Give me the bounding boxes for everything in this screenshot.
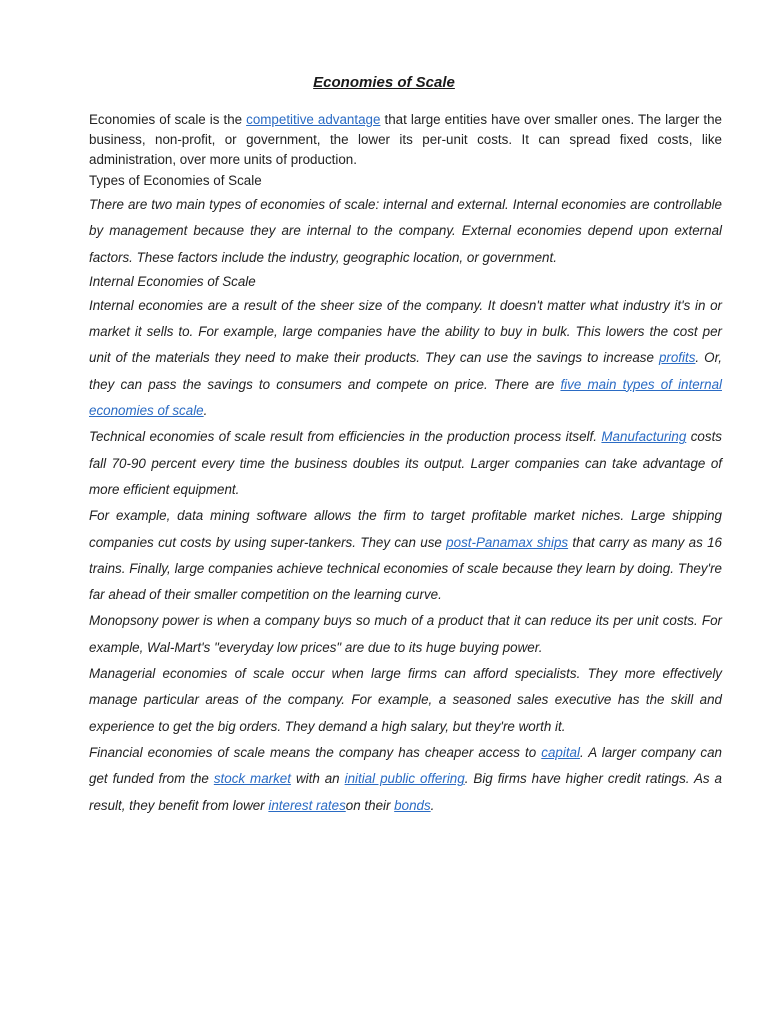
financial-paragraph (89, 740, 722, 819)
section-heading-internal: Internal Economies of Scale (89, 273, 256, 289)
section-heading-types: Types of Economies of Scale (89, 173, 262, 188)
text-segment: Financial economies of scale means the company has cheaper access to (89, 744, 542, 760)
page-title: Economies of Scale (313, 74, 455, 91)
example-paragraph (89, 503, 722, 608)
manufacturing-link[interactable]: Manufacturing (601, 429, 687, 445)
profits-link[interactable]: profits (658, 350, 696, 366)
text-segment: on their (345, 797, 395, 813)
text-segment: that large entities have over smaller ones. The larger the business, non-profit, or government, the lower its per-unit costs. It can spread fixed costs, like administration, over more units of production. (89, 112, 722, 167)
document-body (89, 110, 722, 819)
technical-paragraph (89, 424, 722, 503)
initial-public-offering-link[interactable]: initial public offering (344, 771, 465, 787)
text-segment: that carry as many as 16 trains. Finally, large companies achieve technical economies of scale because they learn by doing. They're far ahead of their smaller competition on the learning curve. (89, 534, 722, 603)
monopsony-paragraph: Monopsony power is when a company buys so much of a product that it can reduce its per unit costs. For example, Wal-Mart's "everyday low prices" are due to its huge buying power. (89, 613, 722, 655)
text-segment: with an (290, 771, 345, 787)
text-segment: For example, data mining software allows the firm to target profitable market niches. Large shipping companies cut costs by using super-tankers. They can use (89, 508, 722, 550)
post-panamax-link[interactable]: post-Panamax ships (446, 534, 569, 550)
text-segment: . Or, they can pass the savings to consumers and compete on price. There are (89, 350, 723, 392)
five-types-link[interactable]: five main types of internal economies of scale (89, 376, 722, 419)
text-segment: . Big firms have higher credit ratings. As a result, they benefit from lower (89, 771, 722, 813)
text-segment: Internal economies are a result of the sheer size of the company. It doesn't matter what industry it's in or market it sells to. For example, large companies have the ability to buy in bulk. This lowers the cost per unit of the materials they need to make their products. They can use the savings to increase (89, 297, 722, 366)
internal-paragraph (89, 293, 722, 424)
capital-link[interactable]: capital (541, 744, 580, 760)
text-segment: Technical economies of scale result from efficiencies in the production process itself. (89, 429, 602, 445)
text-segment: . (430, 797, 435, 813)
types-paragraph: There are two main types of economies of scale: internal and external. Internal economies are controllable by management because they are internal to the company. External economies depend upon external factors. These factors include the industry, geographic location, or government. (89, 197, 722, 265)
stock-market-link[interactable]: stock market (213, 771, 291, 787)
text-segment: . (203, 403, 208, 419)
text-segment: Economies of scale is the (89, 112, 247, 127)
text-segment: . A larger company can get funded from the (89, 744, 722, 787)
managerial-paragraph: Managerial economies of scale occur when large firms can afford specialists. They more effectively manage particular areas of the company. For example, a seasoned sales executive has the skill and experience to get the big orders. They demand a high salary, but they're worth it. (89, 666, 722, 734)
competitive-advantage-link[interactable]: competitive advantage (246, 112, 381, 127)
intro-paragraph (89, 110, 722, 170)
text-segment: costs fall 70-90 percent every time the business doubles its output. Larger companies can take advantage of more efficient equipment. (89, 429, 722, 497)
interest-rates-link[interactable]: interest rates (268, 797, 346, 813)
bonds-link[interactable]: bonds (394, 797, 431, 813)
